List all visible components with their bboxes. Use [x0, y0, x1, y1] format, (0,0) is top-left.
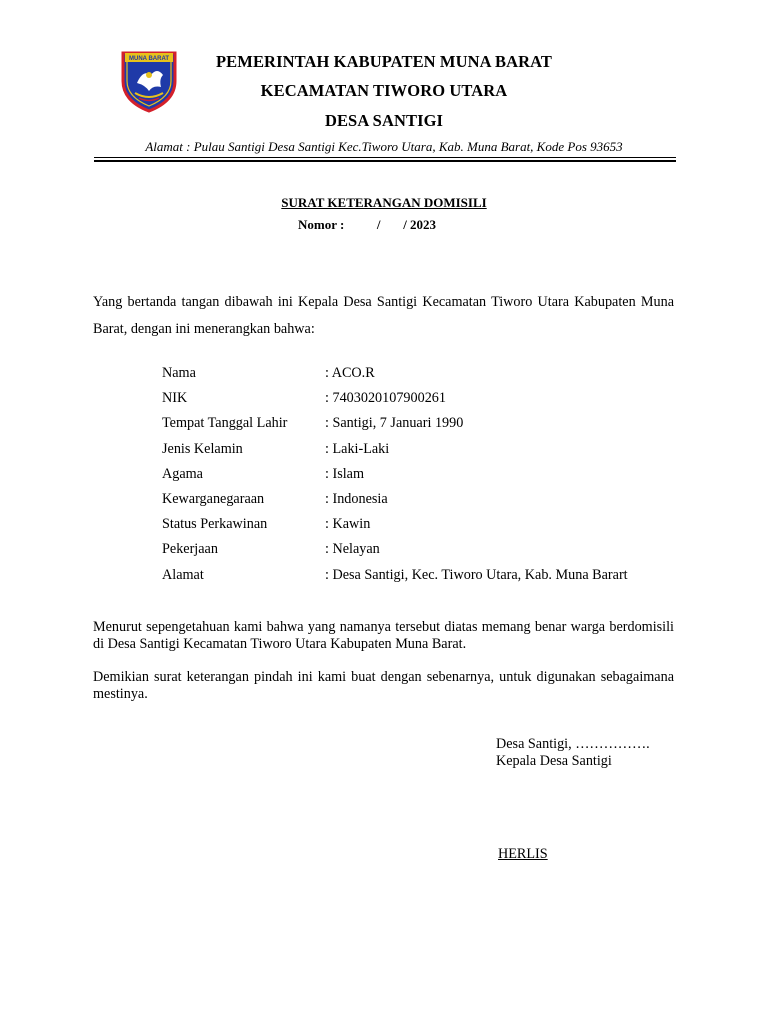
field-label: Alamat — [162, 566, 204, 583]
field-value: : 7403020107900261 — [325, 390, 446, 407]
field-label: Kewarganegaraan — [162, 490, 265, 507]
field-value: : Desa Santigi, Kec. Tiworo Utara, Kab. Muna Barart — [325, 566, 628, 583]
field-label: Tempat Tanggal Lahir — [162, 415, 288, 432]
letterhead-district: KECAMATAN TIWORO UTARA — [260, 81, 508, 100]
signatory-name: HERLIS — [498, 846, 548, 862]
emblem-banner-text: MUNA BARAT — [129, 56, 169, 62]
field-value: : Santigi, 7 Januari 1990 — [325, 415, 464, 432]
letter-number: Nomor : / / 2023 — [298, 217, 437, 232]
field-label: Jenis Kelamin — [162, 440, 243, 457]
field-value: : ACO.R — [325, 365, 375, 381]
signature-place-date: Desa Santigi, ……………. — [496, 736, 650, 752]
letter-title: SURAT KETERANGAN DOMISILI — [281, 195, 487, 210]
field-label: Agama — [162, 465, 203, 482]
field-value: : Nelayan — [325, 541, 380, 558]
closing-paragraph: Demikian surat keterangan pindah ini kami buat dengan sebenarnya, untuk digunakan sebagaimana mestinya. — [93, 669, 674, 702]
field-label: Nama — [162, 365, 196, 381]
intro-paragraph: Yang bertanda tangan dibawah ini Kepala Desa Santigi Kecamatan Tiworo Utara Kabupaten Muna Barat, dengan ini menerangkan bahwa: — [93, 294, 674, 337]
field-value: : Kawin — [325, 516, 371, 533]
field-label: NIK — [162, 390, 188, 407]
letterhead-address: Alamat : Pulau Santigi Desa Santigi Kec.Tiworo Utara, Kab. Muna Barat, Kode Pos 93653 — [145, 139, 623, 154]
signature-position: Kepala Desa Santigi — [496, 753, 612, 769]
field-label: Status Perkawinan — [162, 516, 268, 533]
field-value: : Laki-Laki — [325, 440, 390, 457]
letterhead-rule-thin — [94, 157, 676, 158]
letterhead-government: PEMERINTAH KABUPATEN MUNA BARAT — [215, 52, 552, 71]
field-label: Pekerjaan — [162, 541, 218, 558]
letterhead-rule-thick — [94, 160, 676, 162]
field-value: : Indonesia — [325, 490, 388, 507]
letterhead-village: DESA SANTIGI — [324, 111, 444, 130]
statement-paragraph: Menurut sepengetahuan kami bahwa yang namanya tersebut diatas memang benar warga berdomisili di Desa Santigi Kecamatan Tiworo Utara Kabupaten Muna Barat. — [93, 619, 674, 652]
field-value: : Islam — [325, 465, 365, 482]
